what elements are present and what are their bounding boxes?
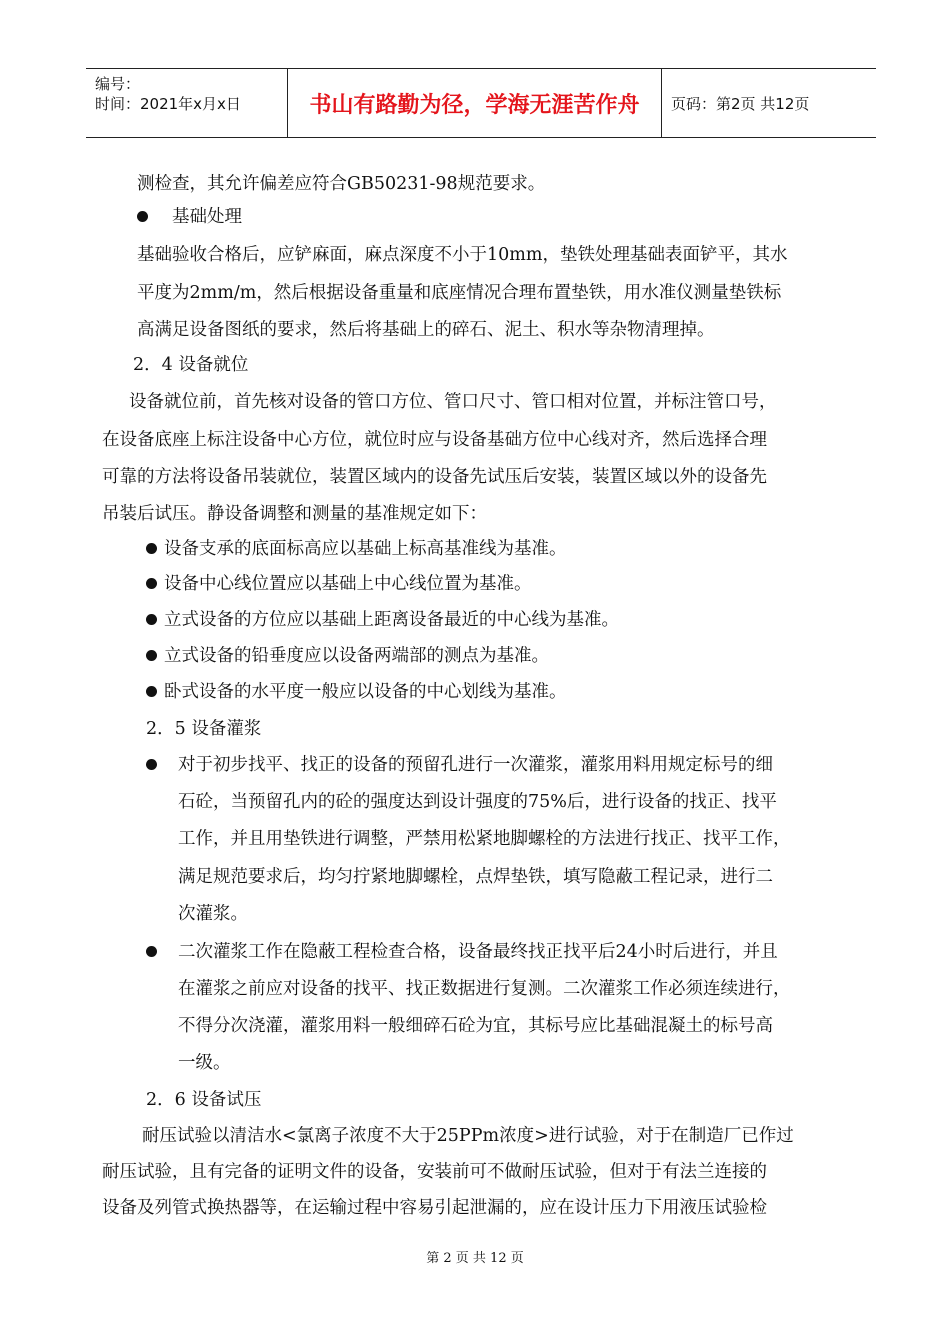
body-line: 基础验收合格后，应铲麻面，麻点深度不小于10mm，垫铁处理基础表面铲平，其水 bbox=[137, 245, 788, 265]
body-line: 设备就位前，首先核对设备的管口方位、管口尺寸、管口相对位置，并标注管口号， bbox=[129, 392, 777, 412]
list-item: 对于初步找平、找正的设备的预留孔进行一次灌浆，灌浆用料用规定标号的细 bbox=[178, 755, 773, 775]
page-header bbox=[86, 68, 876, 138]
body-line: 高满足设备图纸的要求，然后将基础上的碎石、泥土、积水等杂物清理掉。 bbox=[137, 320, 715, 340]
section-heading: 基础处理 bbox=[172, 207, 242, 227]
bullet-icon bbox=[146, 578, 157, 589]
list-item-continuation: 次灌浆。 bbox=[178, 904, 248, 924]
list-item-continuation: 一级。 bbox=[178, 1053, 231, 1073]
list-item-continuation: 不得分次浇灌，灌浆用料一般细碎石砼为宜，其标号应比基础混凝土的标号高 bbox=[178, 1016, 773, 1036]
body-line: 设备及列管式换热器等，在运输过程中容易引起泄漏的，应在设计压力下用液压试验检 bbox=[102, 1198, 767, 1218]
bullet-icon bbox=[137, 211, 148, 222]
list-item: 立式设备的方位应以基础上距离设备最近的中心线为基准。 bbox=[164, 610, 619, 630]
body-line: 耐压试验，且有完备的证明文件的设备，安装前可不做耐压试验，但对于有法兰连接的 bbox=[102, 1162, 767, 1182]
list-item-continuation: 石砼，当预留孔内的砼的强度达到设计强度的75%后，进行设备的找正、找平 bbox=[178, 792, 777, 812]
bullet-icon bbox=[146, 946, 157, 957]
bullet-icon bbox=[146, 686, 157, 697]
bullet-icon bbox=[146, 650, 157, 661]
section-heading: 2．6 设备试压 bbox=[146, 1090, 262, 1110]
number-label: 编号： bbox=[95, 75, 141, 93]
time-label: 时间：2021年x月x日 bbox=[95, 95, 241, 113]
list-item: 立式设备的铅垂度应以设备两端部的测点为基准。 bbox=[164, 646, 549, 666]
list-item-continuation: 满足规范要求后，均匀拧紧地脚螺栓，点焊垫铁，填写隐蔽工程记录，进行二 bbox=[178, 867, 773, 887]
list-item-continuation: 在灌浆之前应对设备的找平、找正数据进行复测。二次灌浆工作必须连续进行， bbox=[178, 979, 791, 999]
list-item: 设备中心线位置应以基础上中心线位置为基准。 bbox=[164, 574, 532, 594]
body-line: 可靠的方法将设备吊装就位，装置区域内的设备先试压后安装，装置区域以外的设备先 bbox=[102, 467, 767, 487]
bullet-icon bbox=[146, 614, 157, 625]
section-heading: 2．4 设备就位 bbox=[133, 355, 249, 375]
list-item: 二次灌浆工作在隐蔽工程检查合格，设备最终找正找平后24小时后进行，并且 bbox=[178, 942, 778, 962]
bullet-icon bbox=[146, 543, 157, 554]
page-footer: 第 2 页 共 12 页 bbox=[426, 1251, 524, 1266]
body-line: 吊装后试压。静设备调整和测量的基准规定如下： bbox=[102, 504, 487, 524]
body-line: 在设备底座上标注设备中心方位，就位时应与设备基础方位中心线对齐，然后选择合理 bbox=[102, 430, 767, 450]
body-line: 耐压试验以清洁水<氯离子浓度不大于25PPm浓度>进行试验，对于在制造厂已作过 bbox=[142, 1126, 794, 1146]
list-item: 卧式设备的水平度一般应以设备的中心划线为基准。 bbox=[164, 682, 567, 702]
header-motto: 书山有路勤为径，学海无涯苦作舟 bbox=[288, 69, 662, 137]
list-item-continuation: 工作，并且用垫铁进行调整，严禁用松紧地脚螺栓的方法进行找正、找平工作， bbox=[178, 829, 791, 849]
bullet-icon bbox=[146, 759, 157, 770]
header-info-cell bbox=[86, 69, 288, 137]
body-line: 平度为2mm/m，然后根据设备重量和底座情况合理布置垫铁，用水准仪测量垫铁标 bbox=[137, 283, 782, 303]
list-item: 设备支承的底面标高应以基础上标高基准线为基准。 bbox=[164, 539, 567, 559]
body-line: 测检查，其允许偏差应符合GB50231-98规范要求。 bbox=[137, 174, 546, 194]
header-page-label: 页码：第2页 共12页 bbox=[671, 94, 810, 113]
section-heading: 2．5 设备灌浆 bbox=[146, 719, 262, 739]
